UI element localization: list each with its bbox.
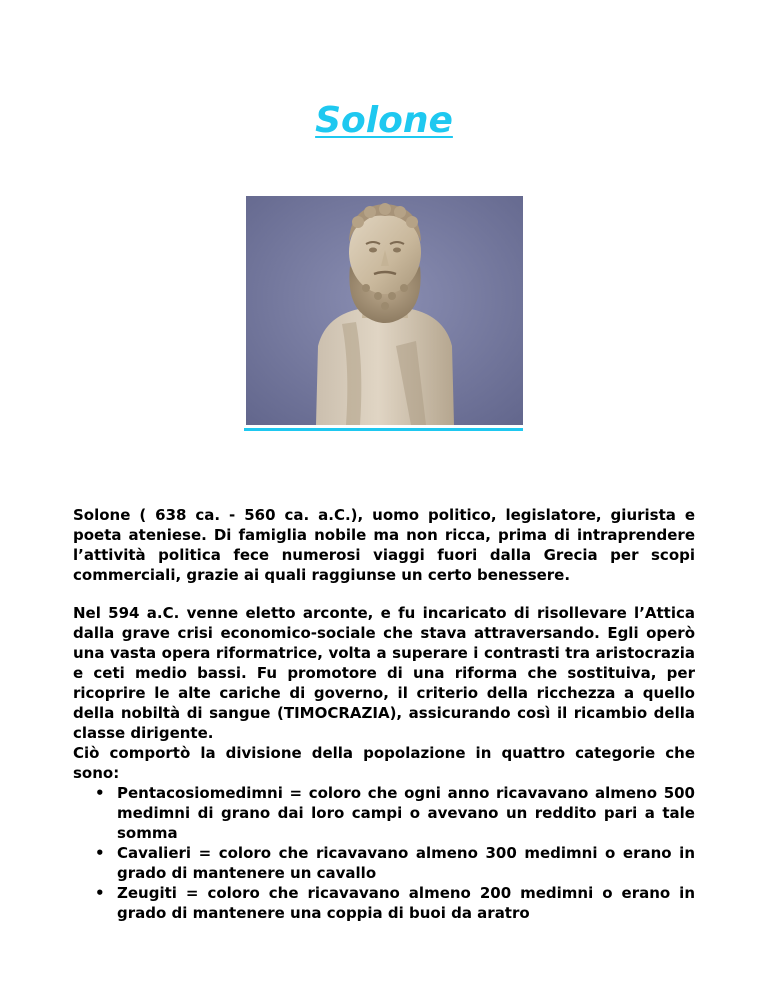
solon-bust-image [246, 196, 523, 425]
reform-paragraph: Nel 594 a.C. venne eletto arconte, e fu incaricato di risollevare l’Attica dalla grave crisi economico-sociale che stava attraversando. Egli operò una vasta opera riformatrice, volta a superare i contrasti tra aristocrazia e ceti medio bassi. Fu promotore di una riforma che sostituiva, per ricoprire le alte cariche di governo, il criterio della ricchezza a quello della nobiltà di sangue (TIMOCRAZIA), assicurando così il ricambio della classe dirigente. [73, 604, 695, 742]
list-item-text: Cavalieri = coloro che ricavavano almeno 300 medimni o erano in grado di mantenere un cavallo [117, 844, 695, 882]
categories-paragraph: Ciò comportò la divisione della popolazione in quattro categorie che sono: [73, 744, 695, 782]
bullet-icon: • [95, 884, 105, 902]
list-item [95, 783, 695, 843]
intro-paragraph: Solone ( 638 ca. - 560 ca. a.C.), uomo politico, legislatore, giurista e poeta ateniese. Di famiglia nobile ma non ricca, prima di intraprendere l’attività politica fece numerosi viaggi fuori dalla Grecia per scopi commerciali, grazie ai quali raggiunse un certo benessere. [73, 506, 695, 584]
list-item [95, 883, 695, 923]
list-item-text: Pentacosiomedimni = coloro che ogni anno ricavavano almeno 500 medimni di grano dai loro campi o avevano un reddito pari a tale somma [117, 784, 695, 842]
page-title: Solone [315, 100, 453, 141]
categories-list [73, 783, 695, 923]
list-item [95, 843, 695, 883]
bullet-icon: • [95, 844, 105, 862]
body-text [73, 505, 695, 923]
image-underline-rule [244, 428, 523, 431]
bullet-icon: • [95, 784, 105, 802]
list-item-text: Zeugiti = coloro che ricavavano almeno 200 medimni o erano in grado di mantenere una coppia di buoi da aratro [117, 884, 695, 922]
